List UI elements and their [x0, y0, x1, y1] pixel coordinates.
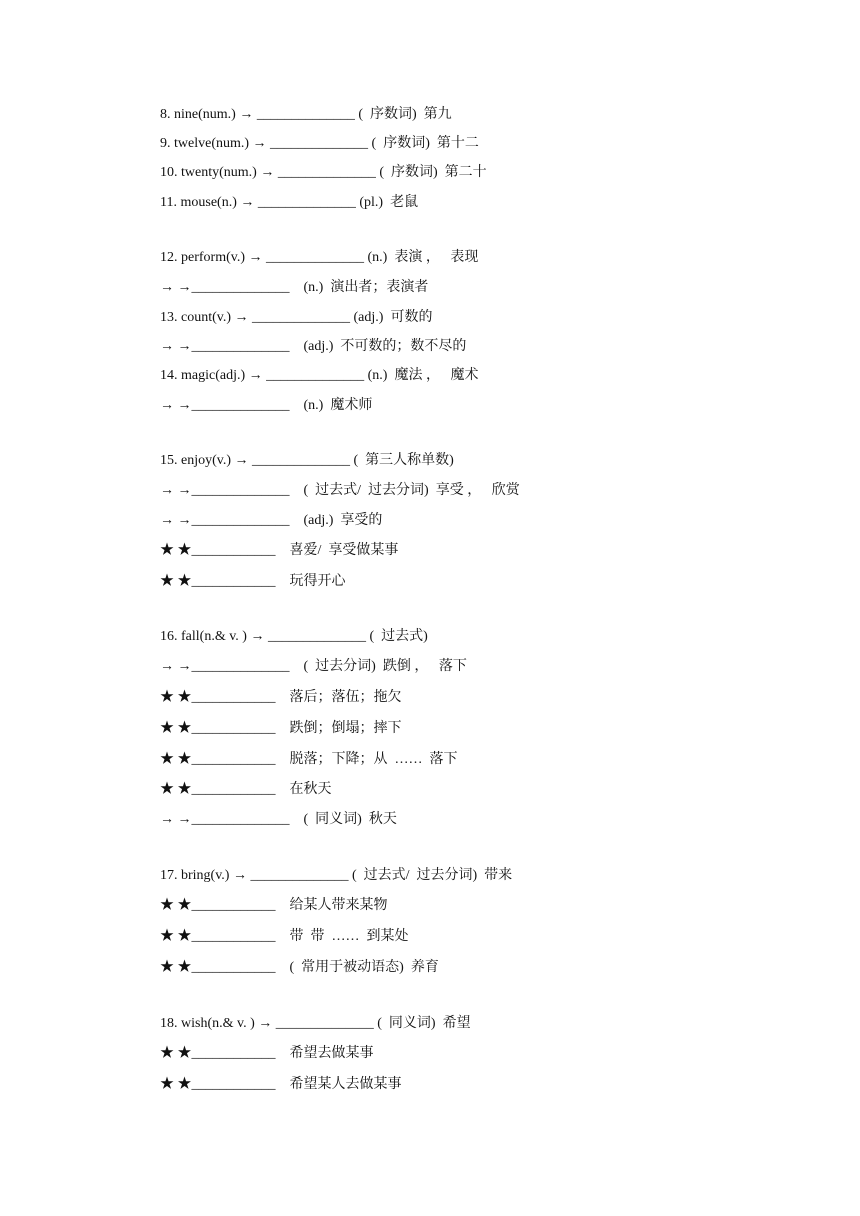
item-13-count: 13. count(v.) → ______________ (adj.) 可数的	[160, 310, 433, 325]
item-17-phrase-3: ★ ★____________ ( 常用于被动语态) 养育	[160, 960, 439, 975]
item-16-fallen: → →______________ ( 过去分词) 跌倒 ， 落下	[160, 659, 467, 674]
item-17-phrase-1: ★ ★____________ 给某人带来某物	[160, 898, 388, 913]
item-16-fall: 16. fall(n.& v. ) → ______________ ( 过去式)	[160, 629, 428, 644]
item-8-nine: 8. nine(num.) → ______________ ( 序数词) 第九	[160, 107, 452, 122]
item-10-twenty: 10. twenty(num.) → ______________ ( 序数词) 第二十	[160, 165, 487, 180]
item-15-phrase-1: ★ ★____________ 喜爱/ 享受做某事	[160, 543, 399, 558]
item-16-phrase-1: ★ ★____________ 落后；落伍；拖欠	[160, 690, 402, 705]
item-11-mouse: 11. mouse(n.) → ______________ (pl.) 老鼠	[160, 195, 419, 210]
item-15-enjoyed: → →______________ ( 过去式/ 过去分词) 享受 ， 欣赏	[160, 483, 520, 498]
item-15-enjoyable: → →______________ (adj.) 享受的	[160, 513, 383, 528]
item-16-synonym: → →______________ ( 同义词) 秋天	[160, 812, 397, 827]
item-18-wish: 18. wish(n.& v. ) → ______________ ( 同义词) 希望	[160, 1016, 471, 1031]
item-12-performer: → →______________ (n.) 演出者；表演者	[160, 280, 429, 295]
item-16-phrase-3: ★ ★____________ 脱落；下降；从 …… 落下	[160, 752, 458, 767]
item-12-perform: 12. perform(v.) → ______________ (n.) 表演 ， 表现	[160, 250, 479, 265]
item-15-phrase-2: ★ ★____________ 玩得开心	[160, 574, 346, 589]
item-15-enjoy: 15. enjoy(v.) → ______________ ( 第三人称单数)	[160, 453, 454, 468]
item-18-phrase-2: ★ ★____________ 希望某人去做某事	[160, 1077, 402, 1092]
item-18-phrase-1: ★ ★____________ 希望去做某事	[160, 1046, 374, 1061]
item-16-phrase-4: ★ ★____________ 在秋天	[160, 782, 332, 797]
item-9-twelve: 9. twelve(num.) → ______________ ( 序数词) 第十二	[160, 136, 479, 151]
item-16-phrase-2: ★ ★____________ 跌倒；倒塌；摔下	[160, 721, 402, 736]
item-13-countless: → →______________ (adj.) 不可数的；数不尽的	[160, 339, 467, 354]
item-17-bring: 17. bring(v.) → ______________ ( 过去式/ 过去分词) 带来	[160, 868, 513, 883]
item-14-magic: 14. magic(adj.) → ______________ (n.) 魔法 ， 魔术	[160, 368, 479, 383]
item-14-magician: → →______________ (n.) 魔术师	[160, 398, 373, 413]
item-17-phrase-2: ★ ★____________ 带 带 …… 到某处	[160, 929, 409, 944]
